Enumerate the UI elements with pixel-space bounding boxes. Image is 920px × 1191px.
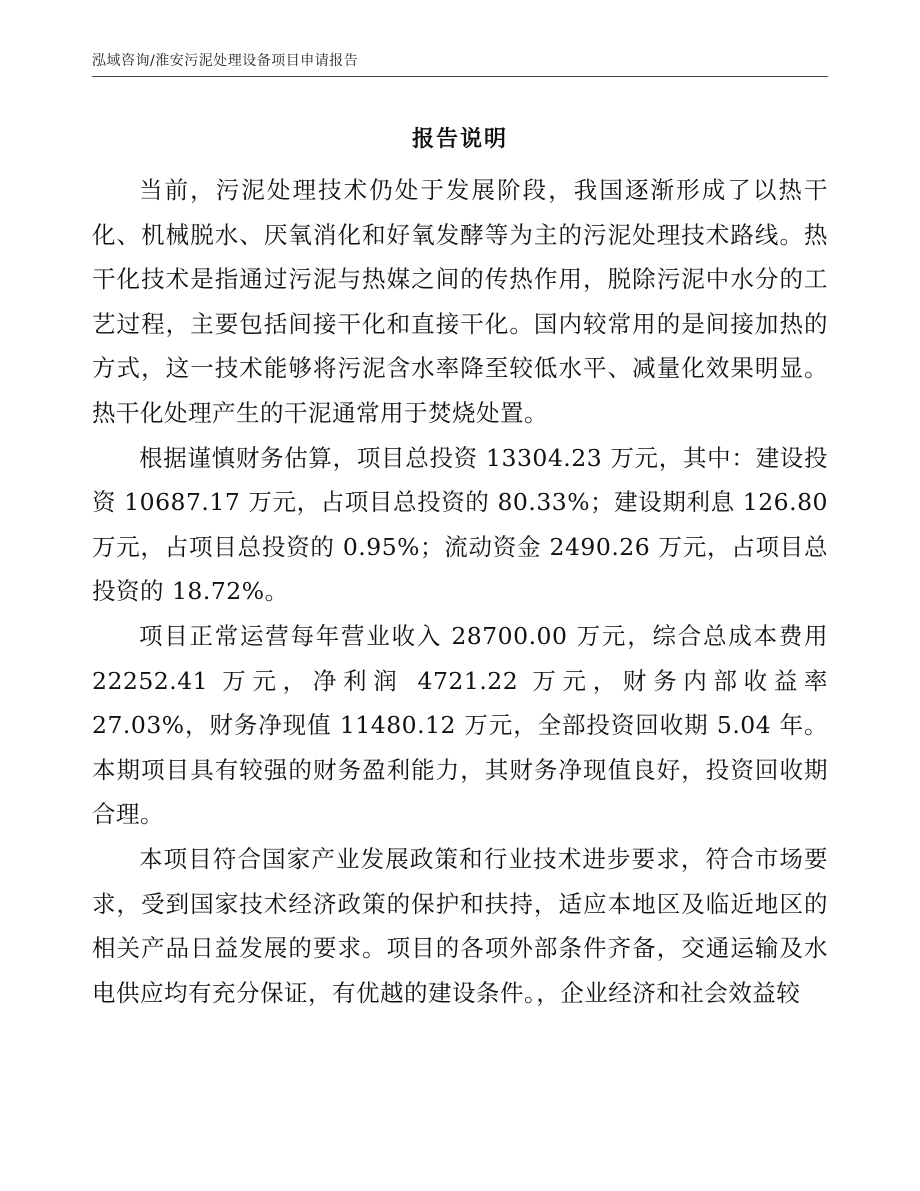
header-divider: [92, 76, 828, 77]
page-title: 报告说明: [411, 127, 508, 152]
paragraph-tech-background: 当前，污泥处理技术仍处于发展阶段，我国逐渐形成了以热干化、机械脱水、厌氧消化和好氧发酵等为主的污泥处理技术路线。热干化技术是指通过污泥与热媒之间的传热作用，脱除污泥中水分的工艺过程，主要包括间接干化和直接干化。国内较常用的是间接加热的方式，这一技术能够将污泥含水率降至较低水平、减量化效果明显。热干化处理产生的干泥通常用于焚烧处置。: [92, 176, 828, 427]
paragraph-policy-conditions: 本项目符合国家产业发展政策和行业技术进步要求，符合市场要求，受到国家技术经济政策的保护和扶持，适应本地区及临近地区的相关产品日益发展的要求。项目的各项外部条件齐备，交通运输及水电供应均有充分保证，有优越的建设条件。，企业经济和社会效益较: [92, 844, 828, 1007]
paragraph-financials: 项目正常运营每年营业收入 28700.00 万元，综合总成本费用 22252.41 万元，净利润 4721.22 万元，财务内部收益率 27.03%，财务净现值 11480.12 万元，全部投资回收期 5.04 年。本期项目具有较强的财务盈利能力，其财务净现值良好，投资回收期合理。: [92, 621, 828, 829]
document-body: [92, 168, 828, 1015]
running-header: 泓域咨询/淮安污泥处理设备项目申请报告: [92, 53, 359, 69]
paragraph-investment: 根据谨慎财务估算，项目总投资 13304.23 万元，其中：建设投资 10687.17 万元，占项目总投资的 80.33%；建设期利息 126.80 万元，占项目总投资的 0.95%；流动资金 2490.26 万元，占项目总投资的 18.72%。: [92, 443, 828, 606]
